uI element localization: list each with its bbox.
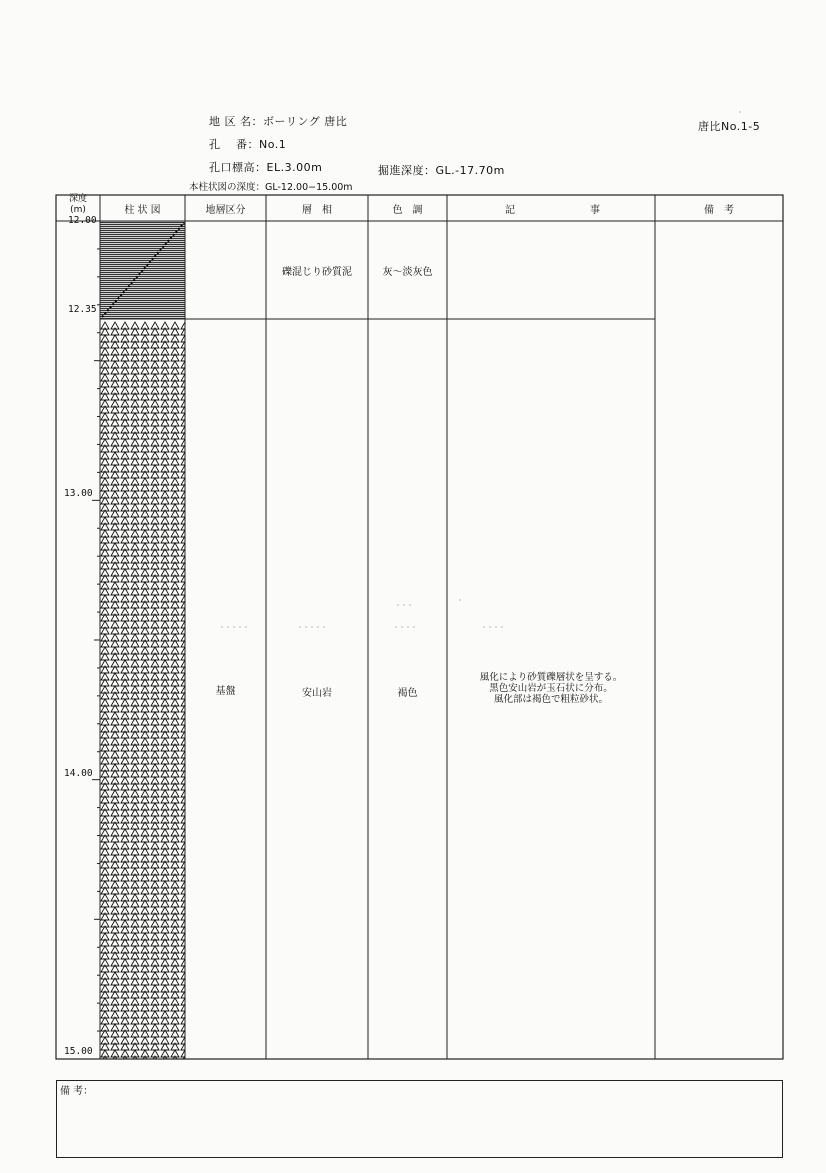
col-header-division: 地層区分 — [205, 205, 246, 216]
depth-label-12-35: 12.35 — [68, 304, 97, 315]
depth-label-15-00: 15.00 — [64, 1046, 93, 1057]
elevation-label: 孔口標高： — [209, 161, 267, 174]
layer-1-color: 灰〜淡灰色 — [382, 267, 433, 278]
area-name-label: 地 区 名： — [209, 115, 263, 128]
depth-label-12-00: 12.00 — [68, 215, 97, 226]
layer-2-color: 褐色 — [397, 688, 418, 699]
layer-2-lithology: 安山岩 — [302, 688, 332, 699]
col-header-remarks: 備 考 — [704, 205, 734, 216]
footer-remarks-label: 備 考： — [60, 1086, 94, 1097]
depth-ticks — [92, 221, 100, 1059]
drill-depth-label: 掘進深度： — [378, 164, 436, 177]
layer-2-description — [447, 672, 655, 705]
elevation-value: EL.3.00m — [266, 161, 323, 174]
col-header-layer: 層 相 — [302, 205, 332, 216]
col-header-notes-b: 事 — [590, 205, 600, 216]
col-header-depth — [56, 194, 100, 216]
depth-label-13-00: 13.00 — [64, 488, 93, 499]
area-name-value: ボーリング 唐比 — [263, 115, 348, 128]
col-header-depth-label: 深度 — [68, 194, 87, 204]
col-header-depth-unit: (m) — [70, 205, 86, 215]
layer-2-description-line-1: 風化により砂質礫層状を呈する。 — [479, 672, 623, 683]
col-header-color: 色 調 — [392, 205, 423, 216]
document-id: 唐比No.1-5 — [698, 120, 761, 133]
layer-2-description-line-2: 黒色安山岩が玉石状に分布。 — [489, 683, 613, 694]
hole-number-label: 孔 番： — [209, 138, 259, 151]
layer-2-division: 基盤 — [215, 686, 236, 697]
layer-1-lithology: 礫混じり砂質泥 — [282, 267, 352, 278]
col-header-column-chart: 柱 状 図 — [124, 205, 161, 216]
drill-depth-value: GL.-17.70m — [435, 164, 505, 177]
depth-label-14-00: 14.00 — [64, 768, 93, 779]
section-range-value: GL-12.00−15.00m — [265, 182, 353, 193]
layer-2-description-line-3: 風化部は褐色で粗粒砂状。 — [493, 694, 608, 705]
faint-dots — [221, 111, 740, 627]
col-header-notes-a: 記 — [505, 205, 515, 216]
hole-number-value: No.1 — [259, 138, 287, 151]
footer-remarks-box — [56, 1080, 783, 1158]
section-range-label: 本柱状図の深度： — [189, 182, 266, 193]
